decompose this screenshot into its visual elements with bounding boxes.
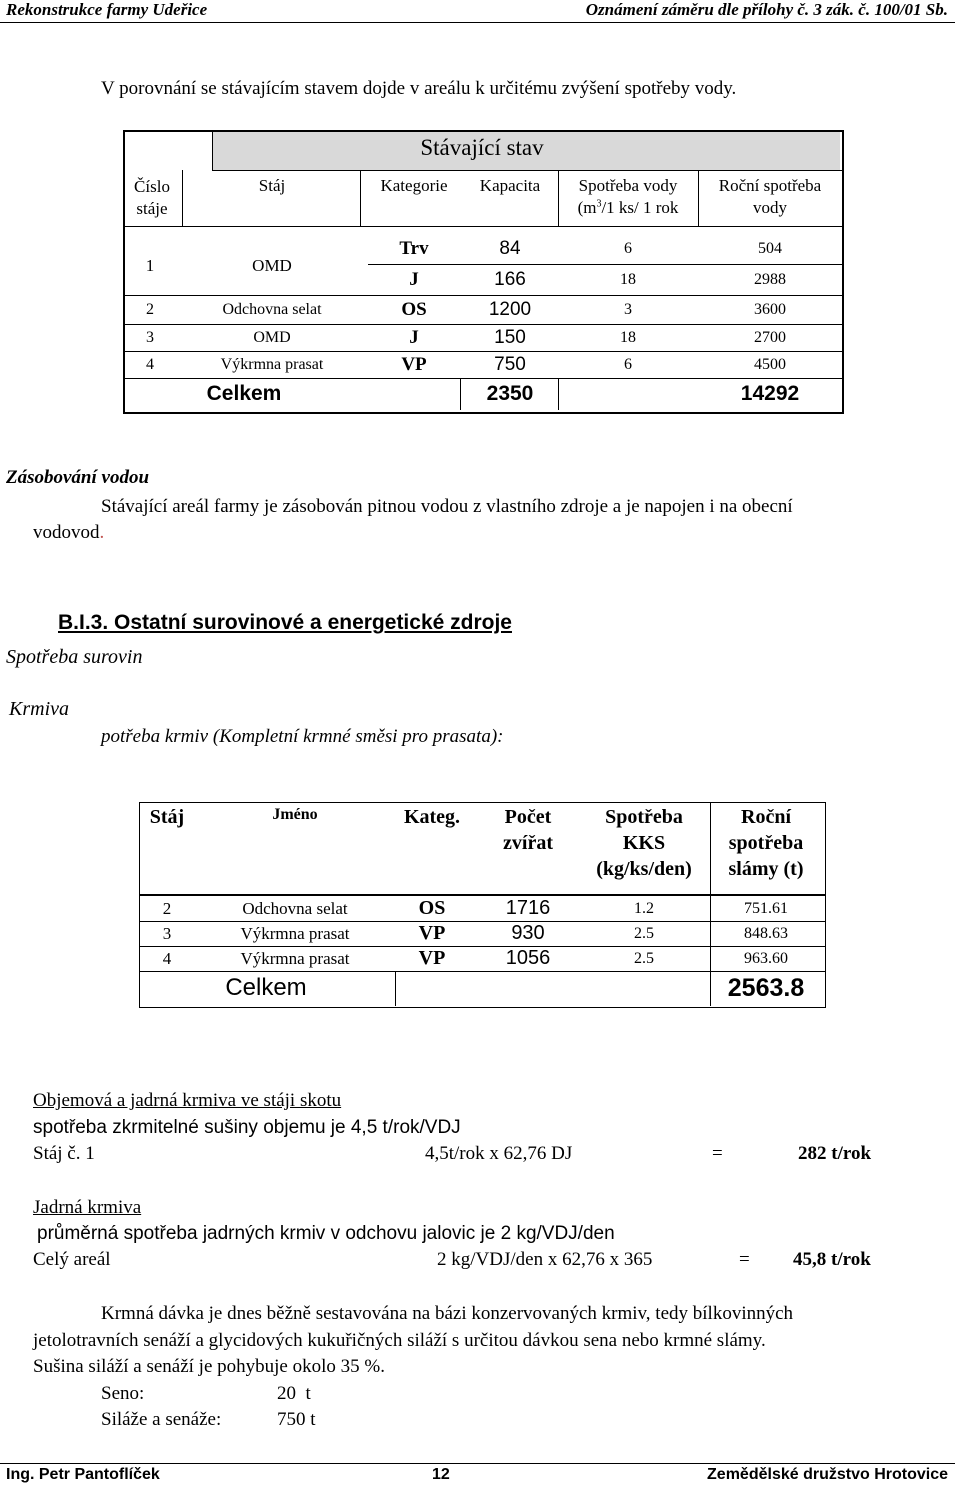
t2-r1-pocet: 1716 <box>505 897 551 919</box>
th-rocni-1: Roční spotřeba <box>718 176 822 195</box>
t2-total-rocni: 2563.8 <box>727 974 805 1002</box>
jadrna-calc-formula: 2 kg/VDJ/den x 62,76 x 365 <box>437 1249 653 1270</box>
t1-r4-staj: OMD <box>253 329 291 346</box>
table1-title: Stávající stav <box>420 135 544 160</box>
th-kapacita: Kapacita <box>479 176 541 195</box>
krmiva-heading: Krmiva <box>9 698 69 720</box>
th-spotreba-1: Spotřeba vody <box>578 176 678 195</box>
jadrna-line: průměrná spotřeba jadrných krmiv v odchovu jalovic je 2 kg/VDJ/den <box>37 1223 615 1244</box>
th2-kks-3: (kg/ks/den) <box>596 858 692 880</box>
th2-jmeno: Jméno <box>272 806 318 823</box>
footer-right: Zemědělské družstvo Hrotovice <box>707 1466 948 1483</box>
zasobovani-line2: vodovod. <box>33 522 105 543</box>
t2-r2-staj: 3 <box>162 924 172 943</box>
jadrna-calc-eq: = <box>739 1249 750 1270</box>
t1-r2-kap: 166 <box>494 269 526 290</box>
t2-r2-kat: VP <box>418 922 446 944</box>
th2-pocet-2: zvířat <box>503 832 553 854</box>
t1-r2-rocni: 2988 <box>754 271 786 288</box>
th2-rocni-1: Roční <box>741 806 791 828</box>
t2-r3-kks: 2.5 <box>634 950 654 967</box>
t1-r3-staj: Odchovna selat <box>222 301 322 318</box>
t1-r5-staj: Výkrmna prasat <box>220 356 324 373</box>
t2-r2-kks: 2.5 <box>634 925 654 942</box>
t2-r1-kat: OS <box>418 897 446 919</box>
th-spotreba-2: ($m^3/1$ ks/ 1 rok <box>577 198 679 217</box>
th-staj: Stáj <box>258 176 286 195</box>
t2-r1-rocni: 751.61 <box>744 900 788 917</box>
skot-calc-label: Stáj č. 1 <box>33 1143 95 1164</box>
t1-r3-kap: 1200 <box>488 299 532 320</box>
t2-r3-jmeno: Výkrmna prasat <box>240 949 350 968</box>
skot-calc-eq: = <box>712 1143 723 1164</box>
t1-total-label: Celkem <box>206 382 282 405</box>
para-line3: Sušina siláží a senáží je pohybuje okolo 35 %. <box>33 1356 385 1377</box>
t1-total-kap: 2350 <box>486 382 534 405</box>
krmiva-text: potřeba krmiv (Kompletní krmné směsi pro prasata): <box>101 726 504 747</box>
seno-label: Seno: <box>101 1383 145 1404</box>
t2-total-label: Celkem <box>225 974 307 1001</box>
t1-r5-rocni: 4500 <box>754 356 786 373</box>
t1-r4-rocni: 2700 <box>754 329 786 346</box>
t1-r2-kat: J <box>409 269 419 290</box>
jadrna-heading: Jadrná krmiva <box>33 1197 142 1218</box>
t2-r3-pocet: 1056 <box>505 947 551 969</box>
t1-r3-kat: OS <box>401 299 427 320</box>
t1-r3-spot: 3 <box>624 301 632 318</box>
th-rocni-2: vody <box>753 198 787 217</box>
t1-r1-kap: 84 <box>499 238 521 259</box>
jadrna-calc-result: 45,8 t/rok <box>793 1249 871 1270</box>
footer-rule <box>0 1463 955 1464</box>
t1-r3-rocni: 3600 <box>754 301 786 318</box>
t1-r4-kap: 150 <box>494 327 526 348</box>
silaze-value: 750 t <box>277 1409 316 1430</box>
t2-r2-jmeno: Výkrmna prasat <box>240 924 350 943</box>
t2-r3-staj: 4 <box>162 949 172 968</box>
th2-kateg: Kateg. <box>403 806 461 828</box>
th2-rocni-3: slámy (t) <box>728 858 804 880</box>
th2-rocni-2: spotřeba <box>728 832 804 854</box>
header-left: Rekonstrukce farmy Udeřice <box>6 0 208 19</box>
th2-kks-1: Spotřeba <box>605 806 683 828</box>
footer-page: 12 <box>432 1466 450 1483</box>
t2-r2-pocet: 930 <box>511 922 545 944</box>
zasobovani-line1: Stávající areál farmy je zásobován pitnou vodou z vlastního zdroje a je napojen i na obecní <box>101 496 793 517</box>
th2-staj: Stáj <box>149 806 185 828</box>
t1-r4-spot: 18 <box>620 329 636 346</box>
jadrna-calc-label: Celý areál <box>33 1249 111 1270</box>
section-subtitle: Spotřeba surovin <box>6 646 143 668</box>
skot-line: spotřeba zkrmitelné sušiny objemu je 4,5 t/rok/VDJ <box>33 1117 461 1138</box>
section-title: B.I.3. Ostatní surovinové a energetické zdroje <box>58 611 512 634</box>
header-rule <box>0 22 955 23</box>
seno-value: 20 t <box>277 1383 311 1404</box>
para-line2: jetolotravních senáží a glycidových kukuřičných siláží s určitou dávkou sena nebo krmné slámy. <box>33 1330 766 1351</box>
t2-r1-kks: 1.2 <box>634 900 654 917</box>
skot-heading: Objemová a jadrná krmiva ve stáji skotu <box>33 1090 342 1111</box>
intro-text: V porovnání se stávajícím stavem dojde v areálu k určitému zvýšení spotřeby vody. <box>101 78 737 99</box>
t1-r1-spot: 6 <box>624 240 632 257</box>
header-right: Oznámení záměru dle přílohy č. 3 zák. č. 100/01 Sb. <box>585 0 948 19</box>
th2-pocet-1: Počet <box>504 806 552 828</box>
t1-r5-cislo: 4 <box>146 356 154 373</box>
t1-r5-kat: VP <box>401 354 427 375</box>
t1-r1-kat: Trv <box>399 238 429 259</box>
t1-r3-cislo: 2 <box>146 301 154 318</box>
t2-r1-jmeno: Odchovna selat <box>242 899 348 918</box>
t2-r3-kat: VP <box>418 947 446 969</box>
silaze-label: Siláže a senáže: <box>101 1409 222 1430</box>
t2-r3-rocni: 963.60 <box>744 950 788 967</box>
t1-r1-cislo: 1 <box>145 256 155 275</box>
para-line1: Krmná dávka je dnes běžně sestavována na bázi konzervovaných krmiv, tedy bílkovinných <box>101 1303 794 1324</box>
skot-calc-result: 282 t/rok <box>798 1143 872 1164</box>
t1-r5-spot: 6 <box>624 356 632 373</box>
t1-r1-rocni: 504 <box>758 240 782 257</box>
t1-r2-spot: 18 <box>620 271 636 288</box>
th-kategorie: Kategorie <box>380 176 448 195</box>
skot-calc-formula: 4,5t/rok x 62,76 DJ <box>425 1143 573 1164</box>
th2-kks-2: KKS <box>622 832 666 854</box>
t1-r1-staj: OMD <box>252 256 292 275</box>
t1-total-rocni: 14292 <box>740 382 800 405</box>
footer-left: Ing. Petr Pantoflíček <box>6 1466 160 1483</box>
t1-r4-cislo: 3 <box>146 329 154 346</box>
t1-r5-kap: 750 <box>494 354 526 375</box>
zasobovani-heading: Zásobování vodou <box>6 467 150 488</box>
t2-r1-staj: 2 <box>162 899 172 918</box>
t2-r2-rocni: 848.63 <box>744 925 788 942</box>
th-cislo: Číslo stáje <box>134 177 170 218</box>
t1-r4-kat: J <box>409 327 419 348</box>
